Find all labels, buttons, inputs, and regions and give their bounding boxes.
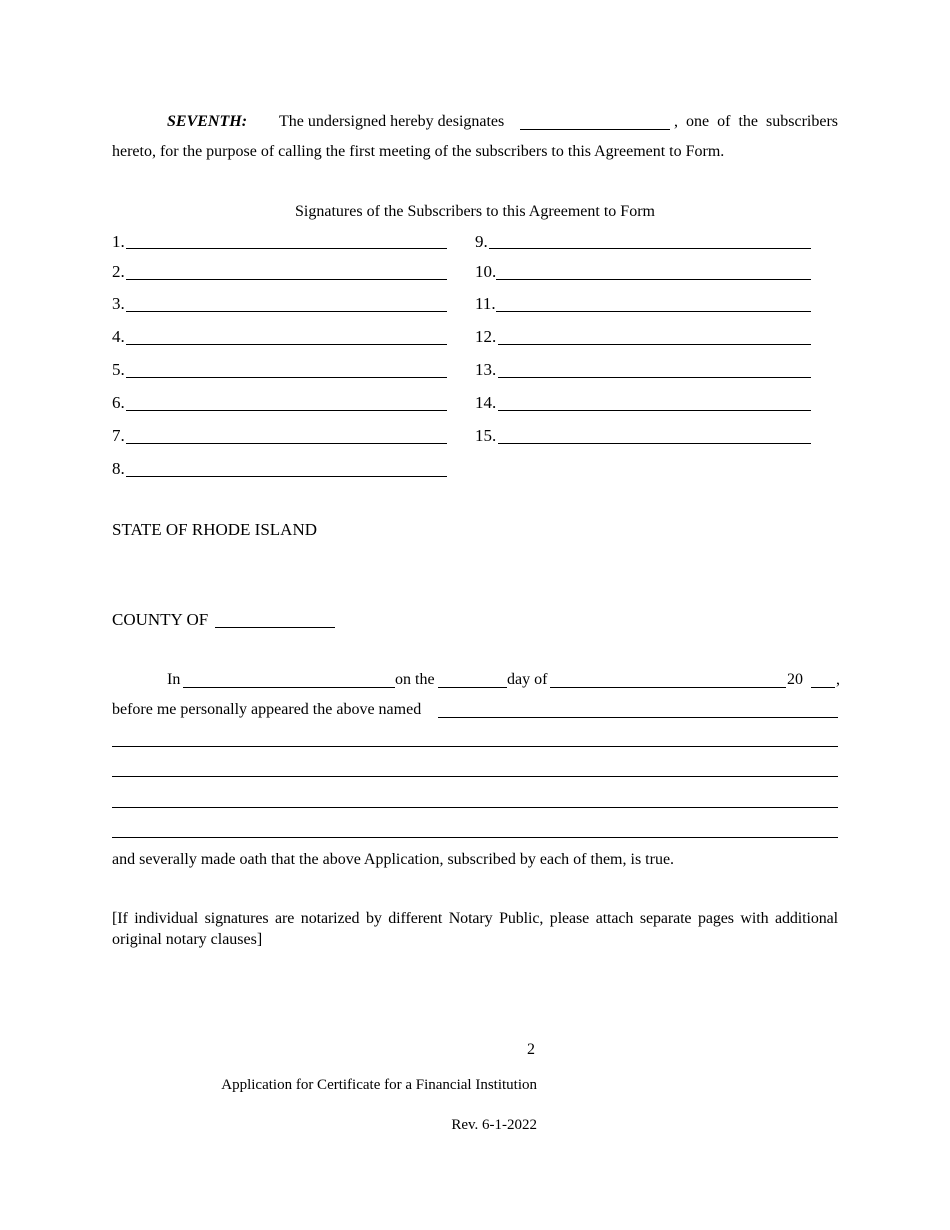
footer-form-title: Application for Certificate for a Financial Institution xyxy=(221,1077,537,1093)
appeared-text: before me personally appeared the above named xyxy=(112,701,422,718)
notary-comma: , xyxy=(836,671,840,688)
signature-number-10: 10. xyxy=(475,262,497,281)
page-number: 2 xyxy=(527,1041,535,1058)
oath-text: and severally made oath that the above Application, subscribed by each of them, is true. xyxy=(112,851,675,868)
notary-on-the-label: on the xyxy=(395,671,435,688)
signature-line-5[interactable] xyxy=(126,377,447,378)
notary-note-line-1: [If individual signatures are notarized by different Notary Public, please attach separate pages with additional xyxy=(112,910,838,927)
signature-line-3[interactable] xyxy=(126,311,447,312)
state-line: STATE OF RHODE ISLAND xyxy=(112,520,318,539)
signature-line-7[interactable] xyxy=(126,443,447,444)
signatures-title: Signatures of the Subscribers to this Agreement to Form xyxy=(295,203,655,220)
signature-line-14[interactable] xyxy=(498,410,811,411)
signature-line-9[interactable] xyxy=(489,248,811,249)
notary-location-field[interactable] xyxy=(183,687,395,688)
signature-number-3: 3. xyxy=(112,294,125,313)
signature-number-11: 11. xyxy=(475,294,496,313)
appeared-names-field[interactable] xyxy=(438,717,838,718)
appeared-names-line-1[interactable] xyxy=(112,746,838,747)
signature-line-13[interactable] xyxy=(498,377,811,378)
county-label: COUNTY OF xyxy=(112,610,209,629)
signature-number-7: 7. xyxy=(112,426,125,445)
appeared-names-line-2[interactable] xyxy=(112,776,838,777)
signature-number-1: 1. xyxy=(112,232,125,251)
appeared-names-line-4[interactable] xyxy=(112,837,838,838)
notary-year-field[interactable] xyxy=(811,687,835,688)
signature-number-8: 8. xyxy=(112,459,125,478)
notary-year-prefix: 20 xyxy=(787,671,803,688)
signature-line-8[interactable] xyxy=(126,476,447,477)
notary-month-field[interactable] xyxy=(550,687,786,688)
county-field[interactable] xyxy=(215,627,335,628)
signature-number-14: 14. xyxy=(475,393,497,412)
signature-line-4[interactable] xyxy=(126,344,447,345)
signature-number-15: 15. xyxy=(475,426,497,445)
notary-note-line-2: original notary clauses] xyxy=(112,931,263,948)
seventh-line-2: hereto, for the purpose of calling the first meeting of the subscribers to this Agreement to Form. xyxy=(112,143,725,160)
signature-line-2[interactable] xyxy=(126,279,447,280)
signature-line-1[interactable] xyxy=(126,248,447,249)
designee-name-field[interactable] xyxy=(520,129,670,130)
signature-number-12: 12. xyxy=(475,327,497,346)
signature-number-4: 4. xyxy=(112,327,125,346)
signature-line-11[interactable] xyxy=(496,311,811,312)
seventh-text-after: , one of the subscribers xyxy=(674,113,838,130)
signature-number-6: 6. xyxy=(112,393,125,412)
footer-revision: Rev. 6-1-2022 xyxy=(451,1117,537,1133)
appeared-names-line-3[interactable] xyxy=(112,807,838,808)
signature-line-6[interactable] xyxy=(126,410,447,411)
seventh-label: SEVENTH: xyxy=(167,113,248,130)
notary-day-of-label: day of xyxy=(507,671,548,688)
signature-line-10[interactable] xyxy=(496,279,811,280)
signature-number-2: 2. xyxy=(112,262,125,281)
signature-number-9: 9. xyxy=(475,232,488,251)
notary-day-field[interactable] xyxy=(438,687,507,688)
signature-line-15[interactable] xyxy=(498,443,811,444)
seventh-text-before: The undersigned hereby designates xyxy=(279,113,505,130)
signature-line-12[interactable] xyxy=(498,344,811,345)
notary-in-label: In xyxy=(167,671,181,688)
signature-number-13: 13. xyxy=(475,360,497,379)
signature-number-5: 5. xyxy=(112,360,125,379)
